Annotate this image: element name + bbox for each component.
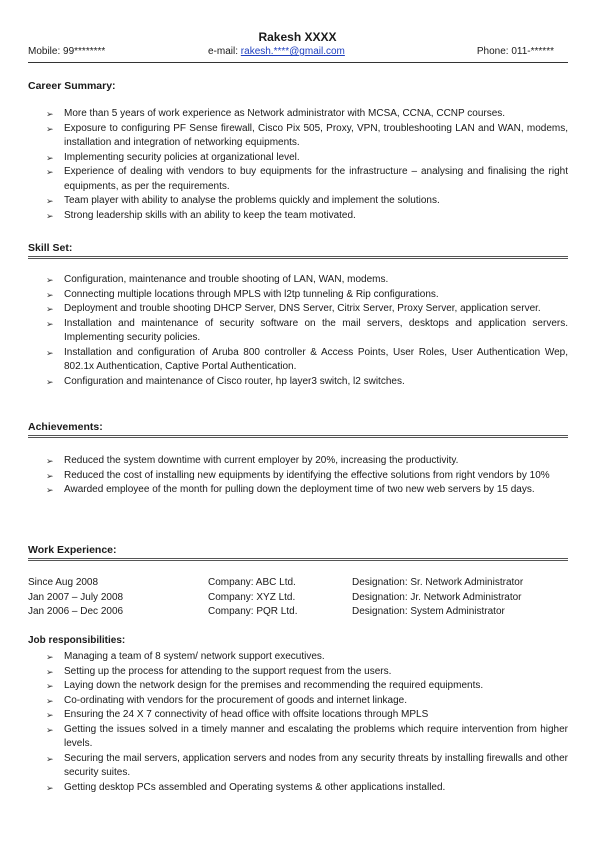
work-period: Jan 2007 – July 2008 bbox=[28, 592, 124, 603]
email-field bbox=[208, 46, 345, 57]
work-row bbox=[28, 577, 568, 591]
list-item-text: Implementing security policies at organizational level. bbox=[64, 151, 300, 163]
list-item-text: Exposure to configuring PF Sense firewall, Cisco Pix 505, Proxy, VPN, troubleshooting LAN and WAN, modems, installation and integration of networking equipments. bbox=[64, 122, 568, 148]
list-item-text: Installation and configuration of Aruba 800 controller & Access Points, User Roles, User Authentication Wep, 802.1x Authentication, Captive Portal Authentication. bbox=[64, 346, 568, 372]
list-item bbox=[46, 288, 568, 303]
list-item bbox=[46, 165, 568, 194]
list-item-text: Strong leadership skills with an ability to keep the team motivated. bbox=[64, 209, 356, 221]
list-item-text: Reduced the cost of installing new equipments by identifying the effective solutions from right vendors by 10% bbox=[64, 469, 550, 481]
work-company: Company: PQR Ltd. bbox=[208, 606, 298, 617]
work-experience-heading: Work Experience: bbox=[28, 544, 117, 556]
arrow-bullet-icon: ➢ bbox=[46, 470, 54, 481]
career-summary-list bbox=[46, 107, 568, 223]
list-item bbox=[46, 273, 568, 288]
arrow-bullet-icon: ➢ bbox=[46, 710, 54, 720]
arrow-bullet-icon: ➢ bbox=[46, 681, 54, 691]
candidate-name: Rakesh XXXX bbox=[258, 30, 337, 44]
list-item-text: Installation and maintenance of security software on the mail servers, desktops and application servers. Implementing security policies. bbox=[64, 317, 568, 343]
list-item bbox=[46, 679, 568, 694]
list-item bbox=[46, 209, 568, 224]
achievements-divider bbox=[28, 435, 568, 438]
list-item bbox=[46, 665, 568, 680]
list-item-text: Ensuring the 24 X 7 connectivity of head office with offsite locations through MPLS bbox=[64, 709, 429, 720]
list-item-text: Deployment and trouble shooting DHCP Server, DNS Server, Citrix Server, Proxy Server, application server. bbox=[64, 303, 541, 314]
list-item bbox=[46, 122, 568, 151]
list-item-text: Co-ordinating with vendors for the procurement of goods and internet linkage. bbox=[64, 694, 407, 706]
arrow-bullet-icon: ➢ bbox=[46, 109, 54, 119]
arrow-bullet-icon: ➢ bbox=[46, 275, 54, 285]
career-summary-heading: Career Summary: bbox=[28, 80, 116, 92]
work-company: Company: ABC Ltd. bbox=[208, 577, 296, 588]
arrow-bullet-icon: ➢ bbox=[46, 347, 54, 358]
list-item-text: Reduced the system downtime with current employer by 20%, increasing the productivity. bbox=[64, 455, 459, 466]
email-link[interactable]: rakesh.****@gmail.com bbox=[240, 46, 345, 57]
arrow-bullet-icon: ➢ bbox=[46, 318, 54, 329]
arrow-bullet-icon: ➢ bbox=[46, 152, 54, 163]
arrow-bullet-icon: ➢ bbox=[46, 289, 54, 300]
list-item bbox=[46, 752, 568, 781]
list-item bbox=[46, 151, 568, 166]
list-item bbox=[46, 781, 568, 796]
list-item-text: Managing a team of 8 system/ network support executives. bbox=[64, 651, 325, 662]
list-item bbox=[46, 723, 568, 752]
arrow-bullet-icon: ➢ bbox=[46, 666, 54, 677]
list-item-text: Team player with ability to analyse the problems quickly and implement the solutions. bbox=[64, 195, 440, 206]
list-item-text: Securing the mail servers, application servers and nodes from any security threats by installing firewalls and other security suites. bbox=[64, 752, 568, 778]
list-item bbox=[46, 346, 568, 375]
list-item-text: Laying down the network design for the premises and recommending the required equipments. bbox=[64, 680, 484, 691]
achievements-list bbox=[46, 454, 568, 498]
work-experience-divider bbox=[28, 558, 568, 561]
work-period: Jan 2006 – Dec 2006 bbox=[28, 606, 124, 617]
list-item bbox=[46, 454, 568, 469]
list-item bbox=[46, 302, 568, 317]
list-item-text: Getting the issues solved in a timely manner and escalating the problems which require intervention from higher levels. bbox=[64, 723, 568, 749]
arrow-bullet-icon: ➢ bbox=[46, 695, 54, 706]
arrow-bullet-icon: ➢ bbox=[46, 123, 54, 134]
list-item-text: Configuration and maintenance of Cisco router, hp layer3 switch, l2 switches. bbox=[64, 375, 405, 387]
job-responsibilities-list bbox=[46, 650, 568, 795]
achievements-heading: Achievements: bbox=[28, 421, 103, 433]
job-responsibilities-heading: Job responsibilities: bbox=[28, 635, 126, 646]
work-company: Company: XYZ Ltd. bbox=[208, 592, 296, 603]
list-item bbox=[46, 317, 568, 346]
arrow-bullet-icon: ➢ bbox=[46, 167, 54, 177]
work-row bbox=[28, 592, 568, 606]
arrow-bullet-icon: ➢ bbox=[46, 724, 54, 735]
arrow-bullet-icon: ➢ bbox=[46, 210, 54, 221]
arrow-bullet-icon: ➢ bbox=[46, 652, 54, 662]
arrow-bullet-icon: ➢ bbox=[46, 753, 54, 764]
work-designation: Designation: Sr. Network Administrator bbox=[352, 577, 524, 588]
list-item-text: Getting desktop PCs assembled and Operating systems & other applications installed. bbox=[64, 781, 446, 793]
list-item bbox=[46, 694, 568, 709]
list-item bbox=[46, 650, 568, 665]
list-item bbox=[46, 194, 568, 209]
skill-set-list bbox=[46, 273, 568, 389]
mobile-number: Mobile: 99******** bbox=[28, 46, 106, 57]
work-row bbox=[28, 606, 568, 620]
header-divider bbox=[28, 62, 568, 63]
contact-line bbox=[28, 46, 568, 59]
arrow-bullet-icon: ➢ bbox=[46, 485, 54, 495]
arrow-bullet-icon: ➢ bbox=[46, 376, 54, 387]
list-item-text: Setting up the process for attending to the support request from the users. bbox=[64, 665, 392, 677]
list-item bbox=[46, 107, 568, 122]
list-item-text: Awarded employee of the month for pulling down the deployment time of two new web servers by 15 days. bbox=[64, 484, 535, 495]
skill-set-divider bbox=[28, 256, 568, 259]
arrow-bullet-icon: ➢ bbox=[46, 782, 54, 793]
list-item-text: More than 5 years of work experience as Network administrator with MCSA, CCNA, CCNP courses. bbox=[64, 108, 506, 119]
work-designation: Designation: System Administrator bbox=[352, 606, 505, 617]
arrow-bullet-icon: ➢ bbox=[46, 196, 54, 206]
phone-number: Phone: 011-****** bbox=[476, 46, 554, 57]
list-item-text: Connecting multiple locations through MPLS with l2tp tunneling & Rip configurations. bbox=[64, 288, 439, 300]
list-item-text: Configuration, maintenance and trouble shooting of LAN, WAN, modems. bbox=[64, 274, 389, 285]
list-item bbox=[46, 483, 568, 498]
list-item bbox=[46, 708, 568, 723]
work-designation: Designation: Jr. Network Administrator bbox=[352, 592, 522, 603]
work-period: Since Aug 2008 bbox=[28, 577, 99, 588]
list-item bbox=[46, 375, 568, 390]
list-item-text: Experience of dealing with vendors to buy equipments for the infrastructure – analysing and finalising the right equipments, as per the requirements. bbox=[64, 166, 568, 192]
list-item bbox=[46, 469, 568, 484]
arrow-bullet-icon: ➢ bbox=[46, 304, 54, 314]
email-label: e-mail: bbox=[208, 46, 241, 57]
arrow-bullet-icon: ➢ bbox=[46, 456, 54, 466]
skill-set-heading: Skill Set: bbox=[28, 242, 73, 254]
